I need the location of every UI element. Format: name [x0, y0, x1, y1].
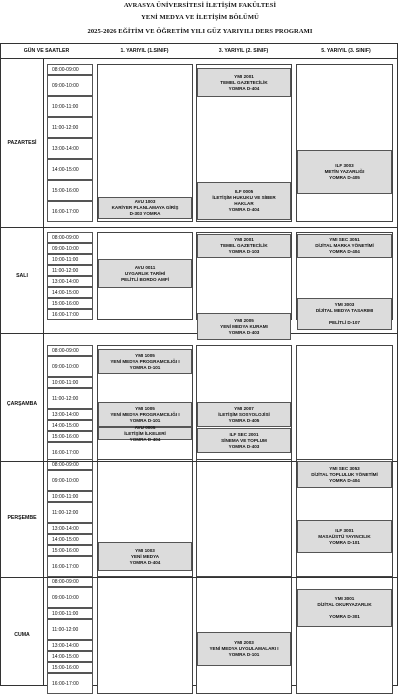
course-line: YOMRA D-101 — [129, 417, 161, 423]
time-slot: 15:00-16:00 — [47, 545, 93, 556]
time-slot: 11:00-12:00 — [47, 619, 93, 640]
course-line: D-303 YOMRA — [129, 211, 161, 216]
course-line: YOMRA D-404 — [129, 559, 161, 565]
course-line: YOMRA D-405 — [228, 417, 260, 423]
time-slot: 08:00-09:00 — [47, 459, 93, 470]
course-line: YMI 2001 — [234, 73, 254, 79]
course-line: ILF 0005 — [234, 189, 254, 194]
faculty-title: AVRASYA ÜNİVERSİTESİ İLETİŞİM FAKÜLTESİ — [123, 2, 277, 9]
course-line: MASAÜSTÜ YAYINCILIK — [318, 533, 371, 539]
course-line: PELİTLİ BORDO AMFİ — [121, 276, 169, 282]
course-line: KARİYER PLANLAMAYA GİRİŞ — [111, 205, 179, 210]
course-cell — [196, 459, 292, 577]
time-slot: 08:00-09:00 — [47, 576, 93, 587]
time-slot: 10:00-11:00 — [47, 608, 93, 619]
time-slot: 13:00-14:00 — [47, 409, 93, 420]
course-line: YMI 3001 — [334, 596, 355, 601]
course-cell — [296, 64, 393, 222]
time-slot: 09:00-10:00 — [47, 587, 93, 608]
course-block — [297, 589, 392, 627]
course-line: YOMRA D-101 — [129, 364, 161, 370]
course-block — [297, 461, 392, 488]
course-block — [297, 520, 392, 553]
course-line: TEMEL GAZETECİLİK — [220, 79, 268, 85]
time-slot: 15:00-16:00 — [47, 298, 93, 309]
course-line: YOMRA D-103 — [228, 249, 260, 254]
course-line: YOMRA D-101 — [329, 539, 360, 545]
course-block — [297, 298, 392, 330]
course-block — [297, 150, 392, 194]
day-separator — [0, 227, 398, 228]
day-separator — [0, 577, 398, 578]
column-divider — [43, 58, 44, 686]
time-slot: 11:00-12:00 — [47, 117, 93, 138]
course-line: YOMRA D-403 — [228, 443, 260, 449]
day-label: SALI — [16, 273, 28, 279]
time-slot: 08:00-09:00 — [47, 232, 93, 243]
time-slot: 16:00-17:00 — [47, 309, 93, 320]
course-line: YMI SEC 3053 — [329, 465, 360, 471]
course-line: PELİTLİ D-107 — [329, 320, 360, 325]
course-line: DİJİTAL MEDYA TASARIMI — [315, 308, 374, 313]
time-slot: 14:00-15:00 — [47, 534, 93, 545]
course-line: AVU 0005 — [134, 424, 156, 430]
course-line: YMI 2005 — [234, 317, 254, 323]
column-header-year5: 5. YARIYIL (3. SINIF) — [321, 48, 371, 54]
course-line: YOMRA D-404 — [329, 477, 360, 483]
course-line: İLETİŞİM SOSYOLOJİSİ — [218, 411, 270, 417]
course-line: YOMRA D-404 — [228, 85, 260, 91]
course-block — [197, 182, 291, 220]
day-label: ÇARŞAMBA — [6, 401, 38, 407]
course-block — [197, 402, 291, 427]
time-slot: 08:00-09:00 — [47, 345, 93, 356]
course-line: YENİ MEDYA PROGRAMCILIĞI I — [110, 358, 180, 364]
column-header-year3: 3. YARIYIL (2. SINIF) — [218, 48, 269, 54]
time-slot: 13:00-14:00 — [47, 640, 93, 651]
column-header-year1: 1. YARIYIL (1.SINIF) — [120, 48, 169, 54]
time-slot: 14:00-15:00 — [47, 287, 93, 298]
course-line: YOMRA D-404 — [329, 249, 360, 254]
course-line: YMI 1003 — [135, 547, 155, 553]
course-line: YMI 1005 — [135, 352, 155, 358]
course-line: YOMRA D-404 — [228, 207, 260, 212]
course-block — [197, 632, 291, 666]
time-slot: 08:00-09:00 — [47, 64, 93, 75]
course-line: YOMRA D-404 — [129, 436, 161, 442]
course-line: YOMRA D-403 — [228, 329, 260, 335]
course-line: YENİ MEDYA — [130, 553, 160, 559]
course-block — [98, 542, 192, 571]
time-slot: 10:00-11:00 — [47, 96, 93, 117]
course-line: SİNEMA VE TOPLUM — [221, 437, 267, 443]
time-slot: 16:00-17:00 — [47, 673, 93, 694]
course-line: YMI 1005 — [135, 405, 155, 411]
time-slot: 10:00-11:00 — [47, 254, 93, 265]
course-block — [98, 402, 192, 427]
time-slot: 15:00-16:00 — [47, 180, 93, 201]
time-slot: 15:00-16:00 — [47, 431, 93, 442]
course-line: ILF 3001 — [335, 527, 354, 533]
course-line: YMI SEC 3051 — [329, 237, 360, 242]
time-slot: 16:00-17:00 — [47, 442, 93, 463]
course-block — [98, 259, 192, 288]
time-slot: 13:00-14:00 — [47, 523, 93, 534]
department-title: YENİ MEDYA VE İLETİŞİM BÖLÜMÜ — [141, 14, 259, 21]
course-block — [98, 424, 192, 442]
column-header-days: GÜN VE SAATLER — [23, 48, 70, 54]
course-line: METİN YAZARLIĞI — [324, 169, 365, 174]
course-line: YOMRA D-405 — [329, 175, 360, 180]
course-cell — [296, 345, 393, 463]
time-slot: 11:00-12:00 — [47, 265, 93, 276]
time-slot: 09:00-10:00 — [47, 470, 93, 491]
course-line: YENİ MEDYA UYGULAMALARI I — [209, 646, 279, 651]
time-slot: 16:00-17:00 — [47, 556, 93, 577]
course-block — [98, 197, 192, 219]
course-line: ILF 3003 — [335, 163, 354, 168]
course-line: YOMRA D-101 — [228, 652, 260, 657]
day-label: CUMA — [14, 632, 30, 638]
course-line: YENİ MEDYA KURAMI — [220, 323, 268, 329]
course-line: YENİ MEDYA PROGRAMCILIĞI I — [110, 411, 180, 417]
course-line: İLETİŞİM HUKUKU VE SİBER — [212, 195, 276, 200]
course-block — [197, 428, 291, 453]
time-slot: 14:00-15:00 — [47, 420, 93, 431]
course-line: YMI 2001 — [234, 237, 254, 242]
time-slot: 09:00-10:00 — [47, 75, 93, 96]
day-label: PERŞEMBE — [7, 515, 37, 521]
course-block — [98, 349, 192, 374]
time-slot: 16:00-17:00 — [47, 201, 93, 222]
course-line: DİJİTAL MARKA YÖNETİMİ — [315, 243, 374, 248]
time-slot: 13:00-14:00 — [47, 138, 93, 159]
course-line: YMI 3003 — [334, 302, 355, 307]
time-slot: 11:00-12:00 — [47, 502, 93, 523]
course-line: HAKLAR — [234, 201, 254, 206]
time-slot: 14:00-15:00 — [47, 651, 93, 662]
course-line: AVU 1003 — [134, 199, 156, 204]
course-cell — [97, 576, 193, 694]
course-line: DİJİTAL TOPLULUK YÖNETİMİ — [311, 471, 378, 477]
course-line: TEMEL GAZETECİLİK — [220, 243, 268, 248]
course-block — [197, 234, 291, 258]
time-slot: 09:00-10:00 — [47, 356, 93, 377]
course-line: ILF SEC 2001 — [229, 431, 259, 437]
time-slot: 11:00-12:00 — [47, 388, 93, 409]
time-slot: 10:00-11:00 — [47, 377, 93, 388]
course-line: İLETİŞİM İLKELERİ — [124, 430, 166, 436]
course-block — [297, 234, 392, 258]
course-line: UYGARLIK TARİHİ — [124, 270, 166, 276]
day-label: PAZARTESİ — [7, 140, 37, 146]
course-line: YMI 2003 — [234, 640, 254, 645]
time-slot: 10:00-11:00 — [47, 491, 93, 502]
time-slot: 14:00-15:00 — [47, 159, 93, 180]
course-line: DİJİTAL OKURYAZARLIK — [317, 602, 372, 607]
time-slot: 13:00-14:00 — [47, 276, 93, 287]
course-line: YMI 2007 — [234, 405, 254, 411]
header-divider — [0, 58, 398, 59]
course-line: AVU 0011 — [134, 264, 156, 270]
schedule-title: 2025-2026 EĞİTİM VE ÖĞRETİM YILI GÜZ YARIYILI DERS PROGRAMI — [87, 28, 313, 35]
time-slot: 09:00-10:00 — [47, 243, 93, 254]
course-block — [197, 68, 291, 97]
time-slot: 15:00-16:00 — [47, 662, 93, 673]
course-line: YOMRA D-301 — [329, 614, 360, 619]
course-block — [197, 313, 291, 340]
